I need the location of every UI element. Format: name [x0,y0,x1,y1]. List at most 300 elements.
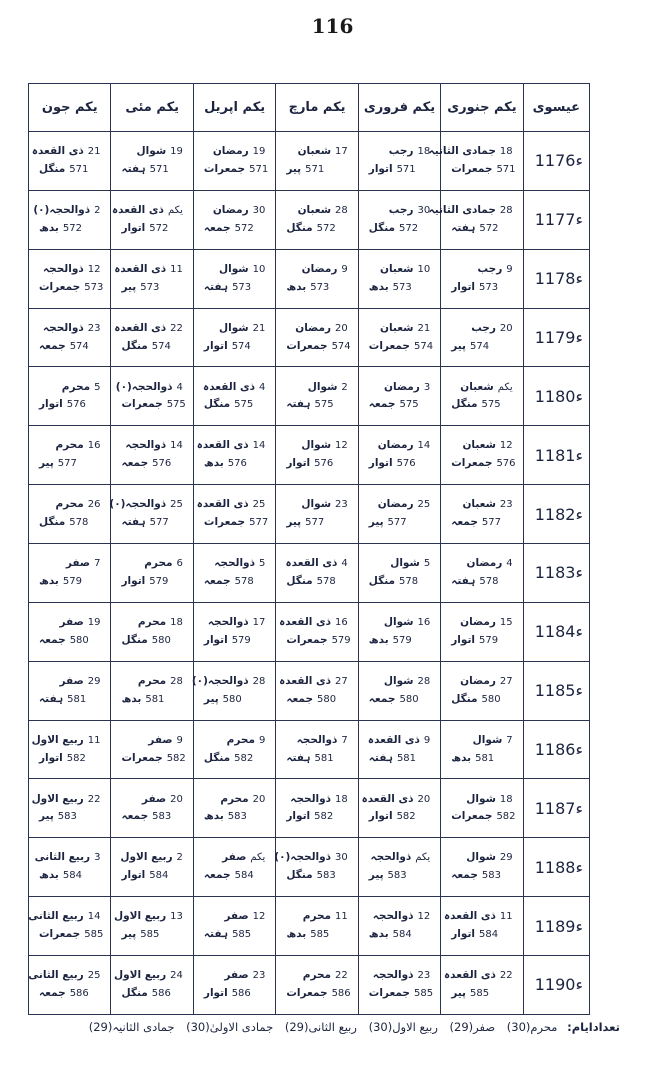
date-cell [29,544,111,603]
hijri-day: 20 [499,322,513,334]
year-label: 1176ء [534,151,583,171]
hijri-year-weekday [359,219,440,237]
date-cell [193,544,275,603]
weekday: منگل [203,398,231,411]
hijri-month: ذی القعدہ [444,969,496,982]
hijri-day: 5 [423,558,431,570]
table-row [29,426,590,485]
hijri-year: 580 [317,693,337,705]
date-cell [276,838,358,897]
hijri-month: رمضان [460,674,496,687]
hijri-month: ذوالحجہ [207,616,249,629]
hijri-month: رجب [477,262,503,275]
hijri-date [111,556,192,572]
date-cell [193,602,275,661]
weekday: جمعہ [39,339,66,352]
hijri-year: 579 [392,634,412,646]
hijri-month: رمضان [460,616,496,629]
hijri-day: 18 [499,146,513,158]
hijri-date [111,203,192,219]
hijri-day: 19 [170,146,183,158]
hijri-year: 580 [481,693,501,705]
date-cell [358,426,440,485]
hijri-year: 580 [151,634,171,646]
date-cell [428,132,523,191]
hijri-month: شوال [472,733,503,746]
hijri-date [29,733,110,749]
weekday: بدھ [203,457,224,470]
hijri-day: 30 [417,205,431,217]
hijri-month: محرم [55,498,84,511]
weekday: پیر [286,516,302,529]
hijri-date [276,438,357,454]
hijri-month: شعبان [297,204,332,217]
hijri-day: 14 [417,440,431,452]
hijri-month: صفر [148,733,173,746]
hijri-month: ربیع الاول [114,969,167,982]
year-cell [523,249,589,308]
date-cell [29,426,111,485]
date-cell [29,249,111,308]
hijri-year-weekday [441,278,522,296]
date-cell [29,602,111,661]
table-row [29,602,590,661]
hijri-month: رمضان [212,145,249,158]
hijri-year: 584 [149,870,169,882]
hijri-year: 573 [310,281,330,293]
weekday: اتوار [451,280,475,293]
hijri-year-weekday [194,337,275,355]
hijri-year: 582 [166,752,186,764]
year-cell [523,426,589,485]
weekday: بدھ [451,751,472,764]
hijri-month: ذی القعدہ [112,204,164,217]
hijri-year-weekday [441,337,522,355]
hijri-year-weekday [441,631,522,649]
date-cell [441,426,523,485]
hijri-day: 6 [176,558,183,570]
hijri-year-weekday [359,513,440,531]
hijri-month: ربیع الثانی [28,910,84,923]
hijri-year-weekday [29,337,110,355]
date-cell [29,661,111,720]
hijri-month: شوال [390,557,420,570]
weekday: جمعرات [203,516,246,529]
weekday: منگل [451,398,478,411]
hijri-month: ذی القعدہ [196,439,249,452]
date-cell [111,308,193,367]
table-row [29,132,590,191]
hijri-date [276,968,357,984]
hijri-date [111,144,192,160]
hijri-date [111,792,192,808]
hijri-date [276,262,357,278]
footer-item-muharram: محرم(30) [506,1020,558,1034]
date-cell [276,602,358,661]
hijri-month: ذوالحجہ(٠) [33,204,91,217]
hijri-year: 571 [249,163,269,175]
footer-item-safar: صفر(29) [449,1020,496,1034]
hijri-date [276,321,357,337]
year-label: 1183ء [534,563,583,583]
hijri-year-weekday [194,690,275,708]
hijri-date [29,380,110,396]
date-cell [441,308,523,367]
date-cell [111,132,193,191]
hijri-year: 573 [84,281,104,293]
hijri-year: 574 [231,340,251,352]
hijri-month: ذوالحجہ(٠) [191,674,249,687]
hijri-date [441,321,522,337]
date-cell [29,190,111,249]
hijri-date [194,438,275,454]
header-cell-june: یکم جون [29,84,111,132]
hijri-year: 576 [152,458,172,470]
hijri-date [276,850,357,866]
hijri-year: 572 [62,222,82,234]
date-cell [193,838,275,897]
page-number: 116 [311,14,354,38]
hijri-day: 28 [170,675,183,687]
footer-day-counts [20,1016,620,1038]
hijri-year: 577 [481,517,501,529]
hijri-year-weekday [29,925,110,943]
hijri-year-weekday [29,631,110,649]
date-cell [193,249,275,308]
weekday: جمعرات [451,457,493,470]
hijri-date [428,203,522,219]
date-cell [111,897,193,956]
hijri-year-weekday [359,278,440,296]
hijri-day: 17 [252,617,266,629]
hijri-date [111,321,192,337]
hijri-year: 576 [314,458,334,470]
hijri-month: رمضان [377,439,414,452]
hijri-day: 23 [335,499,348,511]
hijri-year: 585 [310,929,330,941]
weekday: پیر [39,457,54,470]
hijri-year: 576 [496,458,516,470]
hijri-month: ذوالحجہ(٠) [109,498,167,511]
hijri-year-weekday [359,395,440,413]
hijri-date [276,203,357,219]
hijri-month: جمادی الثانیہ [428,204,496,217]
date-cell [358,897,440,956]
weekday: جمعہ [121,457,149,470]
hijri-month: ذوالحجہ [372,969,414,982]
weekday: جمعہ [286,692,314,705]
date-cell [193,779,275,838]
hijri-month: رمضان [212,204,249,217]
date-cell [441,602,523,661]
weekday: پیر [451,339,466,352]
hijri-year-weekday [29,984,110,1002]
hijri-year: 573 [479,281,499,293]
weekday: جمعہ [368,692,396,705]
hijri-day: 11 [170,263,183,275]
year-cell [523,544,589,603]
hijri-year: 578 [69,517,89,529]
hijri-date [359,497,440,513]
hijri-day: 4 [176,381,183,393]
hijri-year: 586 [231,987,251,999]
hijri-year-weekday [194,984,275,1002]
hijri-year-weekday [194,513,275,531]
weekday: جمعہ [203,869,231,882]
hijri-date [276,674,357,690]
date-cell [441,485,523,544]
hijri-year: 578 [479,575,499,587]
hijri-year-weekday [29,513,110,531]
hijri-day: 16 [417,617,431,629]
hijri-date [441,438,522,454]
date-cell [276,779,358,838]
hijri-day: 23 [417,970,431,982]
weekday: ہفتہ [39,692,64,705]
hijri-day: 2 [176,852,183,864]
hijri-date [194,733,275,749]
hijri-day: 21 [417,322,431,334]
hijri-year: 577 [305,517,325,529]
hijri-date [194,850,275,866]
date-cell [29,779,111,838]
hijri-date [29,674,110,690]
weekday: بدھ [286,928,307,941]
hijri-month: شوال [136,145,167,158]
date-cell [441,897,523,956]
hijri-month: محرم [137,616,167,629]
date-cell [441,779,523,838]
date-cell [193,426,275,485]
hijri-date [194,909,275,925]
weekday: پیر [39,810,54,823]
hijri-month: ربیع الاول [31,792,84,805]
hijri-day: 28 [499,205,513,217]
hijri-date [111,262,192,278]
hijri-year: 582 [314,811,334,823]
weekday: منگل [368,574,396,587]
hijri-date [29,968,110,984]
hijri-year: 579 [331,634,351,646]
weekday: اتوار [39,398,63,411]
hijri-date [194,203,275,219]
hijri-day: 19 [87,617,101,629]
hijri-day: 7 [94,558,101,570]
date-cell [193,897,275,956]
date-cell [276,956,358,1015]
hijri-month: صفر [141,792,167,805]
weekday: اتوار [121,869,146,882]
hijri-month: ذوالحجہ [372,910,414,923]
year-cell [523,956,589,1015]
hijri-year-weekday [194,807,275,825]
date-cell [193,367,275,426]
hijri-date [194,615,275,631]
date-cell [358,308,440,367]
date-cell [276,897,358,956]
hijri-year: 572 [316,222,336,234]
hijri-month: رجب [471,321,496,334]
year-label: 1180ء [534,386,583,406]
hijri-date [276,144,357,160]
hijri-date [359,380,440,396]
hijri-month: رمضان [377,498,414,511]
hijri-day: 20 [252,793,266,805]
weekday: پیر [121,280,137,293]
hijri-year: 584 [62,870,82,882]
hijri-date [359,144,440,160]
hijri-date [276,615,357,631]
hijri-day: 22 [170,322,183,334]
hijri-date [191,674,275,690]
hijri-month: ربیع الثانی [34,851,91,864]
hijri-date [29,909,110,925]
weekday: جمعرات [368,339,410,352]
year-label: 1187ء [534,798,583,818]
hijri-year-weekday [441,984,522,1002]
weekday: جمعرات [286,633,328,646]
hijri-year-weekday [441,690,522,708]
hijri-day: 30 [335,852,348,864]
hijri-year-weekday [359,160,440,178]
hijri-year: 578 [234,575,254,587]
hijri-year-weekday [111,160,192,178]
header-cell-february: یکم فروری [358,84,440,132]
hijri-year-weekday [276,513,357,531]
weekday: اتوار [203,986,228,999]
hijri-day: 2 [94,205,101,217]
hijri-year: 574 [469,340,490,352]
weekday: ہفتہ [451,574,476,587]
weekday: بدھ [368,928,389,941]
weekday: ہفتہ [286,398,311,411]
hijri-date [194,497,275,513]
hijri-year-weekday [441,807,522,825]
hijri-day: 9 [341,263,348,275]
date-cell [441,367,523,426]
hijri-day: 22 [499,970,513,982]
hijri-day: 12 [417,911,431,923]
hijri-date [29,792,110,808]
hijri-month: محرم [302,969,332,982]
header-cell-gregorian: عیسوی [523,84,589,132]
date-cell [111,661,193,720]
date-cell [29,838,111,897]
hijri-month: شوال [307,380,338,393]
header-cell-march: یکم مارچ [276,84,358,132]
hijri-year-weekday [29,749,110,767]
table-row [29,544,590,603]
hijri-month: شعبان [297,145,332,158]
weekday: منگل [286,574,313,587]
weekday: اتوار [451,928,475,941]
hijri-year-weekday [441,395,522,413]
hijri-year-weekday [276,278,357,296]
weekday: جمعہ [368,398,396,411]
date-cell [276,426,358,485]
hijri-day: 25 [252,499,266,511]
hijri-month: شوال [218,262,249,275]
hijri-date [276,497,357,513]
hijri-month: صفر [65,557,91,570]
hijri-day: 23 [252,970,266,982]
date-cell [29,308,111,367]
hijri-day: 26 [87,499,101,511]
hijri-date [276,909,357,925]
hijri-year: 573 [392,281,412,293]
date-cell [111,956,193,1015]
hijri-day: 18 [335,793,348,805]
date-cell [441,661,523,720]
hijri-date [194,380,275,396]
hijri-day: 11 [499,911,513,923]
weekday: اتوار [368,162,393,175]
hijri-year: 584 [234,870,254,882]
hijri-year: 583 [481,870,501,882]
hijri-year: 578 [316,575,336,587]
hijri-date [441,733,522,749]
hijri-day: 10 [417,263,431,275]
table-row [29,485,590,544]
hijri-year: 571 [496,163,516,175]
weekday: جمعرات [121,751,163,764]
hijri-date [359,968,440,984]
hijri-year-weekday [111,337,192,355]
hijri-year: 577 [387,517,407,529]
date-cell [441,249,523,308]
weekday: اتوار [203,339,228,352]
hijri-year: 573 [232,281,252,293]
hijri-date [359,438,440,454]
hijri-year-weekday [111,984,192,1002]
hijri-date [441,556,522,572]
hijri-year: 585 [140,929,160,941]
hijri-day: 3 [94,852,101,864]
date-cell [276,249,358,308]
hijri-year: 583 [316,870,336,882]
hijri-date [359,909,440,925]
year-label: 1178ء [534,269,583,289]
hijri-date [276,380,357,396]
date-cell [358,485,440,544]
hijri-year: 585 [232,929,252,941]
hijri-year-weekday [441,219,522,237]
date-cell [358,132,440,191]
hijri-day: 15 [499,617,513,629]
year-label: 1185ء [534,681,583,701]
weekday: جمعرات [121,398,163,411]
hijri-day: 28 [417,675,431,687]
hijri-day: 25 [417,499,431,511]
hijri-day: 22 [87,793,101,805]
year-cell [523,367,589,426]
hijri-year-weekday [111,631,192,649]
date-cell [193,132,275,191]
hijri-month: صفر [59,674,84,687]
weekday: پیر [368,516,384,529]
date-cell [193,308,275,367]
hijri-date [111,674,192,690]
hijri-month: صفر [59,616,84,629]
hijri-date [111,909,192,925]
hijri-month: ذی القعدہ [279,616,332,629]
weekday: جمعرات [368,986,410,999]
hijri-day: 4 [258,381,266,393]
date-cell [358,367,440,426]
hijri-year-weekday [29,219,110,237]
hijri-day: 12 [335,440,348,452]
footer-label: تعدادایام: [567,1020,620,1034]
